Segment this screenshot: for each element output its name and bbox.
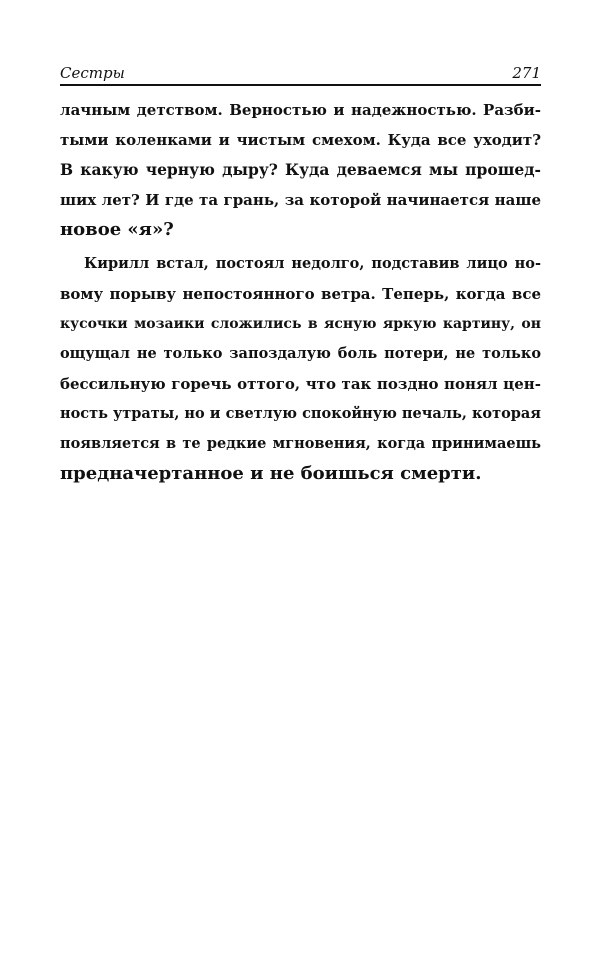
text-line: вому порыву непостоянного ветра. Теперь, когда все xyxy=(60,285,541,303)
body-text xyxy=(60,95,541,489)
running-header xyxy=(60,62,541,86)
text-line: лачным детством. Верностью и надежностью. Разби- xyxy=(60,101,541,119)
text-line: В какую черную дыру? Куда деваемся мы прошед- xyxy=(60,160,541,179)
text-line: ощущал не только запоздалую боль потери, не только xyxy=(60,345,541,362)
text-line: новое «я»? xyxy=(60,219,174,240)
text-line: бессильную горечь оттого, что так поздно понял цен- xyxy=(60,375,541,393)
text-line: ность утраты, но и светлую спокойную печаль, которая xyxy=(60,405,541,422)
page-number: 271 xyxy=(512,64,541,82)
text-line: тыми коленками и чистым смехом. Куда все уходит? xyxy=(60,131,541,149)
text-line: кусочки мозаики сложились в ясную яркую картину, он xyxy=(60,316,541,332)
paragraph xyxy=(60,249,541,489)
text-line: появляется в те редкие мгновения, когда принимаешь xyxy=(60,435,541,452)
text-line: ших лет? И где та грань, за которой начинается наше xyxy=(60,191,541,209)
running-title: Сестры xyxy=(60,64,125,82)
text-line: предначертанное и не боишься смерти. xyxy=(60,463,482,484)
text-line: Кирилл встал, постоял недолго, подставив лицо но- xyxy=(84,255,541,272)
paragraph xyxy=(60,95,541,245)
